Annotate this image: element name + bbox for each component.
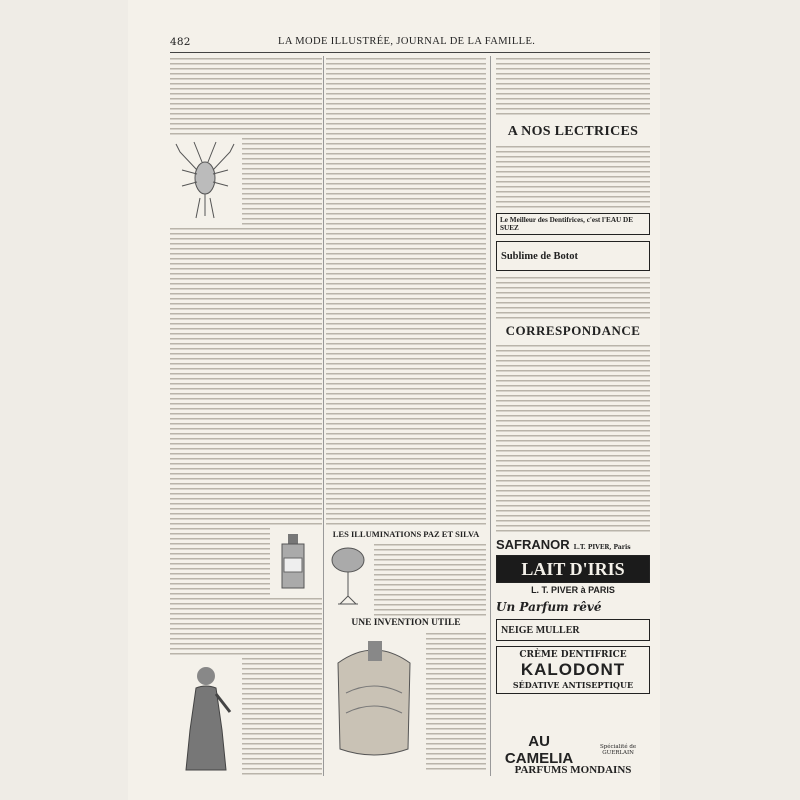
body-text-block (326, 56, 486, 526)
column-2 (326, 56, 486, 776)
ad-lait-diris: LAIT D'IRIS (496, 555, 650, 583)
bottle-illustration (276, 532, 310, 590)
journal-title: LA MODE ILLUSTRÉE, JOURNAL DE LA FAMILLE. (278, 36, 536, 47)
hat-box-illustration (328, 633, 420, 763)
page-number: 482 (170, 36, 191, 48)
lamp-illustration (326, 546, 370, 608)
body-text-block (496, 275, 650, 319)
ad-safranor: SAFRANOR L.T. PIVER, Paris (496, 537, 631, 552)
ad-lait-diris-maker: L. T. PIVER à PARIS (531, 585, 615, 595)
body-text-block (242, 136, 322, 226)
column-divider (323, 56, 324, 776)
body-text-block (170, 226, 322, 526)
column-divider (490, 56, 491, 776)
page-header (170, 36, 650, 50)
body-text-block (496, 144, 650, 210)
ad-kalodont: CRÈME DENTIFRICE KALODONT SÉDATIVE ANTISEPTIQUE (496, 646, 650, 694)
ad-neige-muller: NEIGE MULLER (496, 619, 650, 641)
body-text-block (170, 56, 322, 136)
header-rule (170, 52, 650, 53)
body-text-block (170, 596, 322, 656)
body-text-block (496, 56, 650, 118)
invention-heading: UNE INVENTION UTILE (351, 618, 461, 628)
ad-parfums-mondains: PARFUMS MONDAINS (514, 764, 632, 776)
illuminations-heading: LES ILLUMINATIONS PAZ ET SILVA (332, 529, 480, 539)
ad-eau-de-suez: Le Meilleur des Dentifrices, c'est l'EAU DE SUEZ (496, 213, 650, 235)
ad-au-camelia: AU CAMELIA Spécialité de GUERLAIN (504, 733, 637, 767)
correspondance-heading: CORRESPONDANCE (505, 323, 641, 338)
ad-sublime-de-botot: Sublime de Botot (496, 241, 650, 271)
woman-illustration (176, 660, 234, 772)
column-3 (496, 56, 650, 776)
body-text-block (496, 343, 650, 533)
lobster-illustration (172, 140, 238, 224)
lectrices-heading: A NOS LECTRICES (507, 124, 639, 139)
column-1 (170, 56, 322, 776)
ad-parfum-reve: Un Parfum rêvé (496, 600, 602, 614)
